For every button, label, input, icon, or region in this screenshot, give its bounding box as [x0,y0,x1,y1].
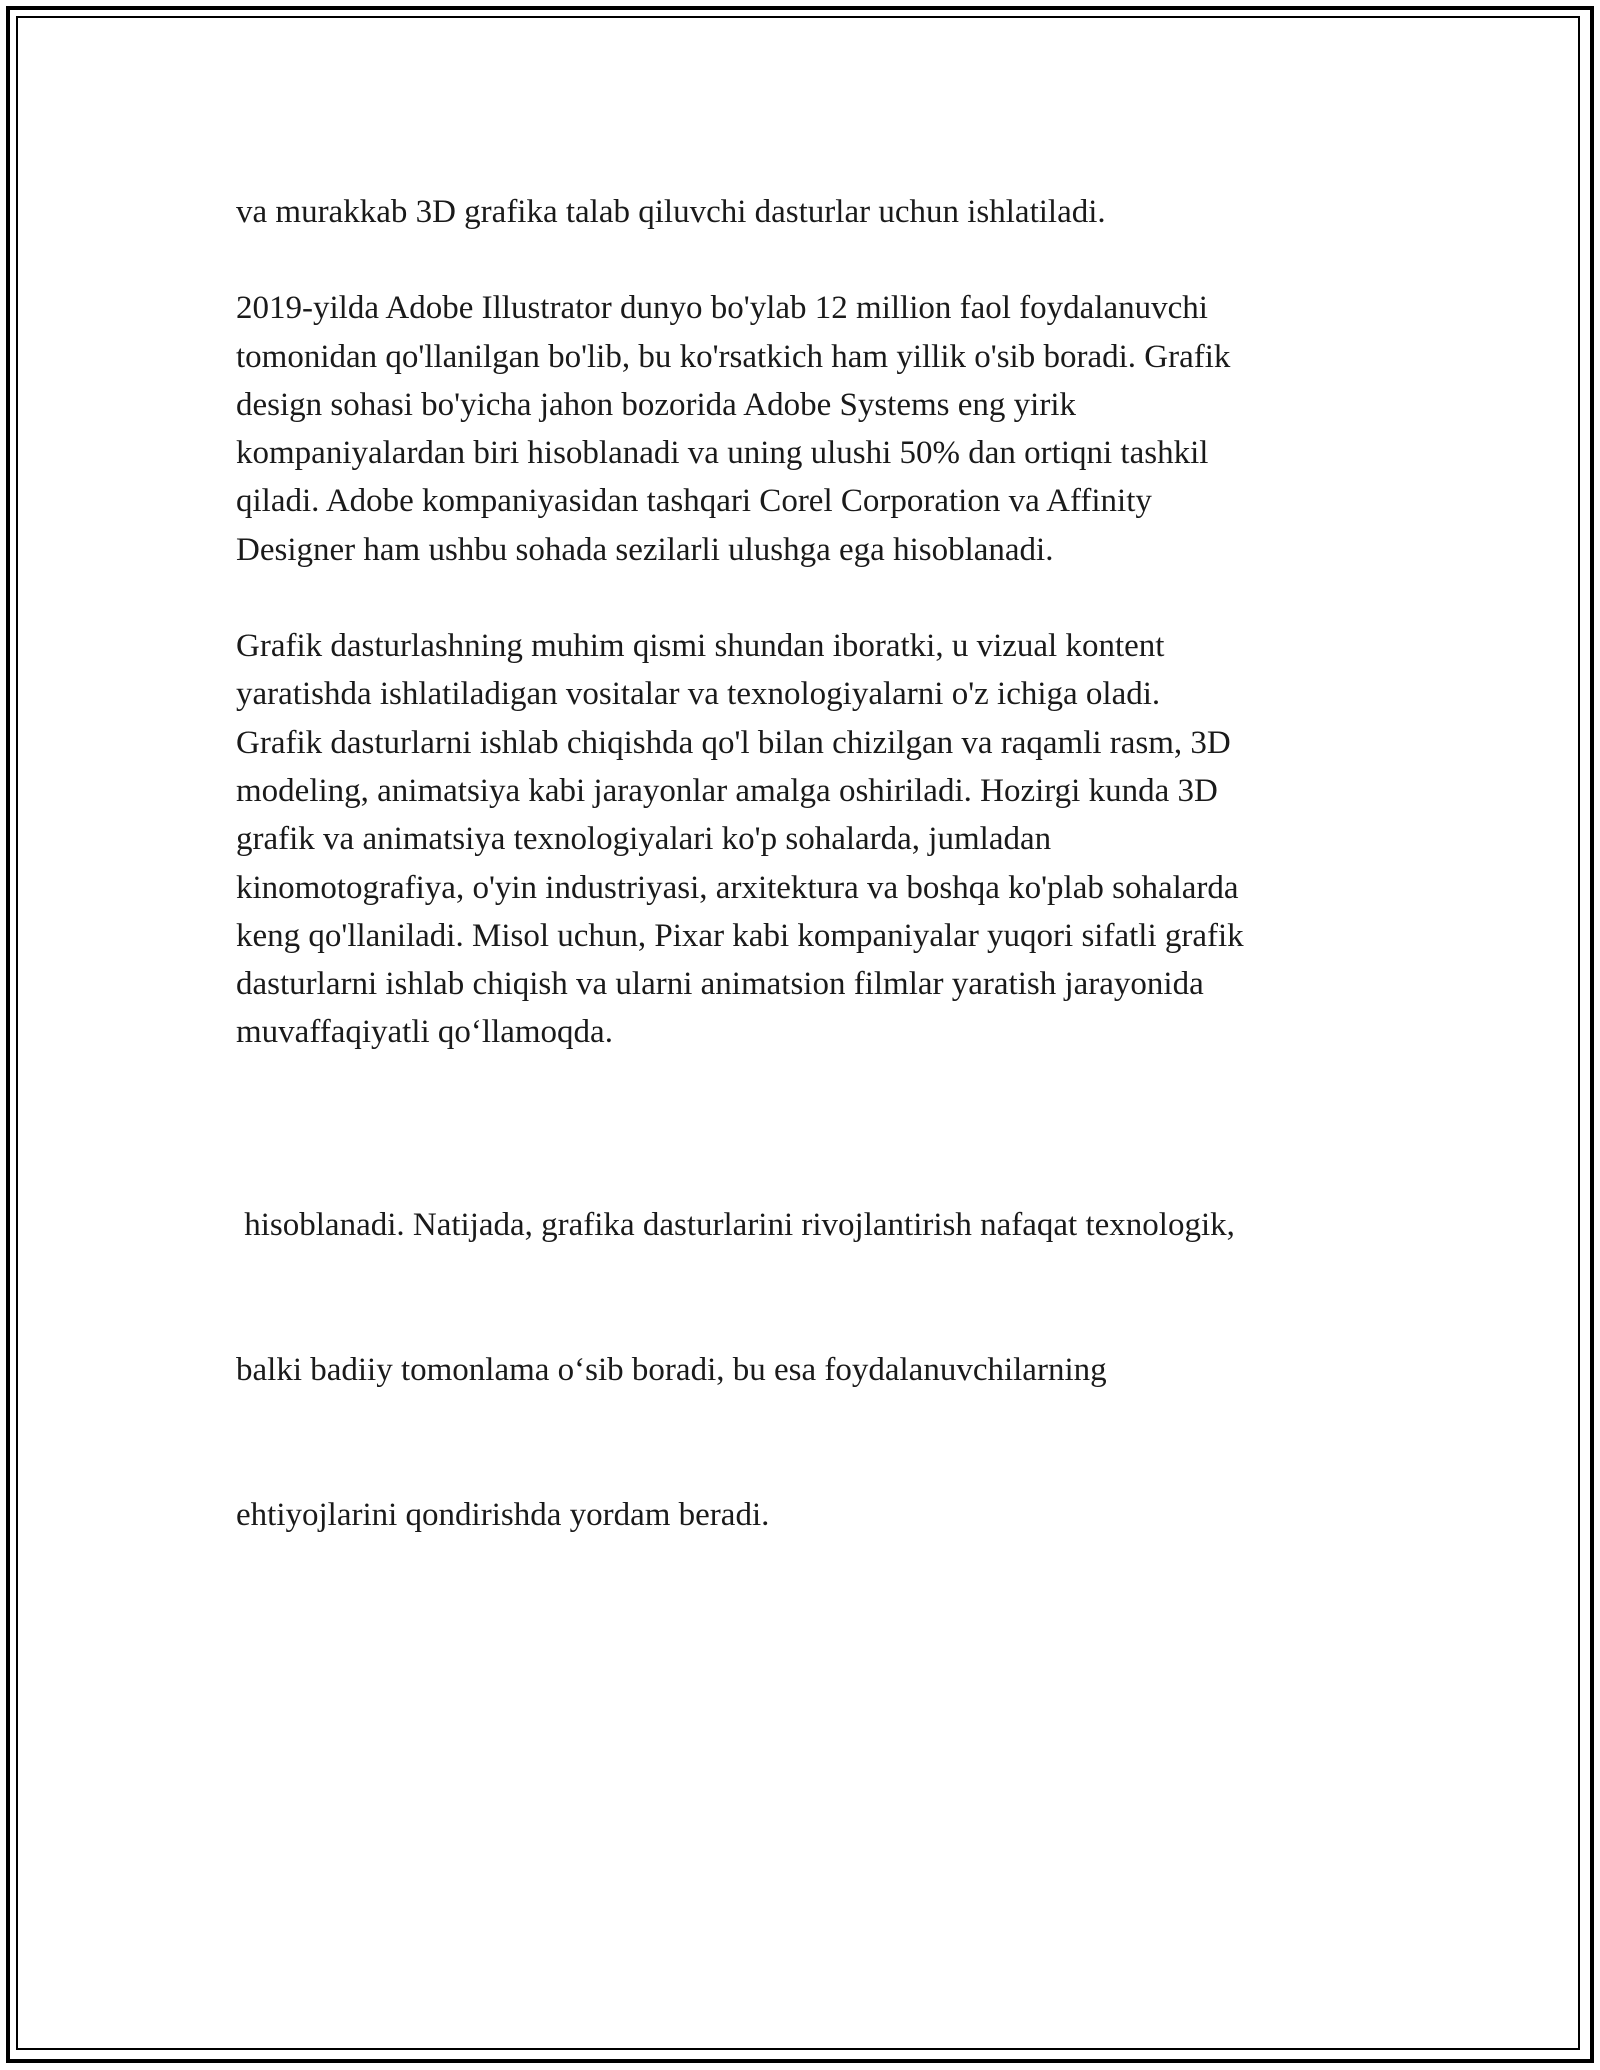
paragraph-1 [236,188,1376,236]
text-line: Grafik dasturlarni ishlab chiqishda qo'l bilan chizilgan va raqamli rasm, 3D [236,724,1231,761]
text-line: balki badiiy tomonlama o‘sib boradi, bu esa foydalanuvchilarning [236,1352,1107,1389]
text-line: kinomotografiya, o'yin industriyasi, arxitektura va boshqa ko'plab sohalarda [236,869,1239,906]
text-line: 2019-yilda Adobe Illustrator dunyo bo'ylab 12 million faol foydalanuvchi [236,290,1208,327]
paragraph-3 [236,622,1376,1057]
text-line: design sohasi bo'yicha jahon bozorida Adobe Systems eng yirik [236,386,1076,423]
text-line: muvaffaqiyatli qo‘llamoqda. [236,1014,613,1051]
text-line: va murakkab 3D grafika talab qiluvchi dasturlar uchun ishlatiladi. [236,194,1106,230]
text-line: dasturlarni ishlab chiqish va ularni animatsion filmlar yaratish jarayonida [236,966,1204,1003]
text-line: grafik va animatsiya texnologiyalari ko'p sohalarda, jumladan [236,821,1052,858]
paragraph-4 [236,1105,1376,1636]
text-line: Designer ham ushbu sohada sezilarli ulushga ega hisoblanadi. [236,531,1054,568]
text-line: tomonidan qo'llanilgan bo'lib, bu ko'rsatkich ham yillik o'sib boradi. Grafik [236,338,1231,375]
document-body [236,188,1376,1684]
text-line: Grafik dasturlashning muhim qismi shundan iboratki, u vizual kontent [236,628,1165,665]
text-line: keng qo'llaniladi. Misol uchun, Pixar kabi kompaniyalar yuqori sifatli grafik [236,917,1244,954]
text-line: modeling, animatsiya kabi jarayonlar amalga oshiriladi. Hozirgi kunda 3D [236,772,1218,809]
paragraph-2 [236,284,1376,574]
text-line: yaratishda ishlatiladigan vositalar va texnologiyalarni o'z ichiga oladi. [236,676,1161,713]
text-line: qiladi. Adobe kompaniyasidan tashqari Corel Corporation va Affinity [236,483,1152,520]
text-line: hisoblanadi. Natijada, grafika dasturlarini rivojlantirish nafaqat texnologik, [236,1207,1235,1244]
text-line: ehtiyojlarini qondirishda yordam beradi. [236,1497,770,1534]
text-line: kompaniyalardan biri hisoblanadi va uning ulushi 50% dan ortiqni tashkil [236,435,1209,472]
